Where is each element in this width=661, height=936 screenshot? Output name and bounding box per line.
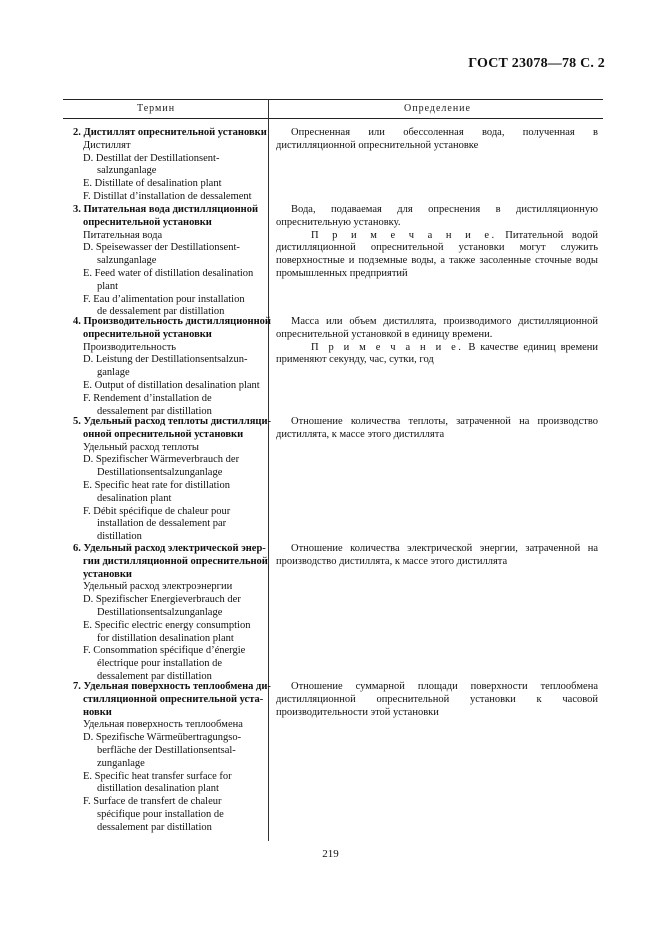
term-french: F. Rendement d’installation de <box>83 392 212 404</box>
term-name: 3. Питательная вода дистилляционной <box>73 204 259 215</box>
term-english-cont: distillation desalination plant <box>97 783 219 795</box>
term-french-cont: spécifique pour installation de <box>97 808 224 820</box>
term-english: E. Specific electric energy consumption <box>83 619 251 631</box>
term-entry-4 <box>73 316 271 418</box>
page-header-standard: ГОСТ 23078—78 С. 2 <box>468 56 605 71</box>
definition-text: Масса или объем дистиллята, производимого дистилляционной опреснительной установкой в единицу времени. <box>276 316 598 340</box>
term-short: Дистиллят <box>83 139 131 151</box>
term-french: F. Débit spécifique de chaleur pour <box>83 505 231 517</box>
term-name-cont: опреснительной установки <box>83 216 212 228</box>
column-header-definition: Определение <box>404 103 471 114</box>
definition-entry-6 <box>276 543 598 569</box>
term-french: F. Distillat d’installation de dessalement <box>83 190 252 202</box>
definition-text: Отношение количества электрической энергии, затраченной на производство дистиллята, к массе этого дистиллята <box>276 543 598 567</box>
term-entry-3 <box>73 204 266 319</box>
term-german: D. Leistung der Destillationsentsalzun- <box>83 354 248 366</box>
term-english: E. Distillate of desalination plant <box>83 178 222 190</box>
term-german: D. Speisewasser der Destillationsent- <box>83 242 240 254</box>
term-name-cont: онной опреснительной установки <box>83 428 244 440</box>
term-english: E. Output of distillation desalination plant <box>83 379 260 391</box>
term-short: Удельный расход теплоты <box>83 441 199 453</box>
note-text: Питательной водой дистилляционной опреснительной установки могут служить поверхностные и подземные воды, а также засоленные сточные воды промышленных предприятий <box>276 229 598 279</box>
term-name-cont: установки <box>83 568 132 580</box>
term-french-cont: de dessalement par distillation <box>97 306 225 318</box>
term-entry-5 <box>73 416 272 544</box>
term-short: Удельный расход электроэнергии <box>83 581 233 593</box>
term-french-cont: dessalement par distillation <box>97 821 212 833</box>
term-short: Питательная вода <box>83 229 163 241</box>
term-entry-6 <box>73 543 266 684</box>
term-name-cont: опреснительной установки <box>83 328 212 340</box>
table-column-divider <box>268 99 269 841</box>
term-german-cont: berfläche der Destillationsentsal- <box>97 744 236 756</box>
column-header-term: Термин <box>137 103 176 114</box>
table-header-rule <box>63 118 603 119</box>
definition-text: Вода, подаваемая для опреснения в дистилляционную опреснительную установку. <box>276 204 598 228</box>
note-text: В качестве единиц времени применяют секунду, час, сутки, год <box>276 341 598 366</box>
term-name-cont: новки <box>83 706 112 718</box>
term-french: F. Eau d’alimentation pour installation <box>83 293 245 305</box>
definition-note <box>276 342 598 368</box>
term-german: D. Spezifischer Energieverbrauch der <box>83 594 241 606</box>
term-german-cont: salzunganlage <box>97 255 157 267</box>
term-short: Производительность <box>83 341 177 353</box>
definition-entry-7 <box>276 681 598 719</box>
term-german-cont: salzunganlage <box>97 165 157 177</box>
term-entry-7 <box>73 681 271 835</box>
term-english-cont: plant <box>97 280 118 292</box>
term-french-cont: dessalement par distillation <box>97 670 212 682</box>
term-german-cont: zunganlage <box>97 757 145 769</box>
term-german-cont: ganlage <box>97 367 130 379</box>
term-name: 5. Удельный расход теплоты дистилляци- <box>73 416 272 427</box>
table-top-rule <box>63 99 603 100</box>
term-french-cont: dessalement par distillation <box>97 405 212 417</box>
definition-entry-2 <box>276 127 598 153</box>
note-label: П р и м е ч а н и е. <box>311 341 464 353</box>
definition-entry-4 <box>276 316 598 367</box>
page-number: 219 <box>322 848 339 860</box>
term-german: D. Spezifische Wärmeübertragungso- <box>83 732 242 744</box>
term-french-cont: électrique pour installation de <box>97 658 223 670</box>
term-french-cont: installation de dessalement par <box>97 518 227 530</box>
definition-text: Опресненная или обессоленная вода, полученная в дистилляционной опреснительной установке <box>276 127 598 151</box>
term-french: F. Consommation spécifique d’énergie <box>83 645 246 657</box>
term-german: D. Spezifischer Wärmeverbrauch der <box>83 454 240 466</box>
definition-entry-3 <box>276 204 598 281</box>
term-english-cont: for distillation desalination plant <box>97 632 234 644</box>
definition-entry-5 <box>276 416 598 442</box>
term-english: E. Specific heat transfer surface for <box>83 770 232 782</box>
term-name-cont: стилляционной опреснительной уста- <box>83 693 264 705</box>
note-label: П р и м е ч а н и е. <box>311 229 497 241</box>
term-name: 2. Дистиллят опреснительной установки <box>73 127 267 138</box>
term-short: Удельная поверхность теплообмена <box>83 719 243 731</box>
term-entry-2 <box>73 127 266 204</box>
term-german-cont: Destillationsentsalzunganlage <box>97 467 223 479</box>
term-german: D. Destillat der Destillationsent- <box>83 152 220 164</box>
term-name-cont: гии дистилляционной опреснительной <box>83 555 268 567</box>
term-french: F. Surface de transfert de chaleur <box>83 796 222 808</box>
term-english: E. Specific heat rate for distillation <box>83 479 230 491</box>
term-french-cont: distillation <box>97 531 142 543</box>
definition-text: Отношение суммарной площади поверхности теплообмена дистилляционной опреснительной установки к часовой производительности этой установки <box>276 681 598 718</box>
term-english: E. Feed water of distillation desalination <box>83 267 254 279</box>
term-german-cont: Destillationsentsalzunganlage <box>97 606 223 618</box>
definition-text: Отношение количества теплоты, затраченной на производство дистиллята, к массе этого дистиллята <box>276 416 598 440</box>
definition-note <box>276 230 598 281</box>
term-name: 7. Удельная поверхность теплообмена ди- <box>73 681 271 692</box>
term-english-cont: desalination plant <box>97 492 172 504</box>
term-name: 4. Производительность дистилляционной <box>73 316 271 327</box>
term-name: 6. Удельный расход электрической энер- <box>73 543 266 554</box>
